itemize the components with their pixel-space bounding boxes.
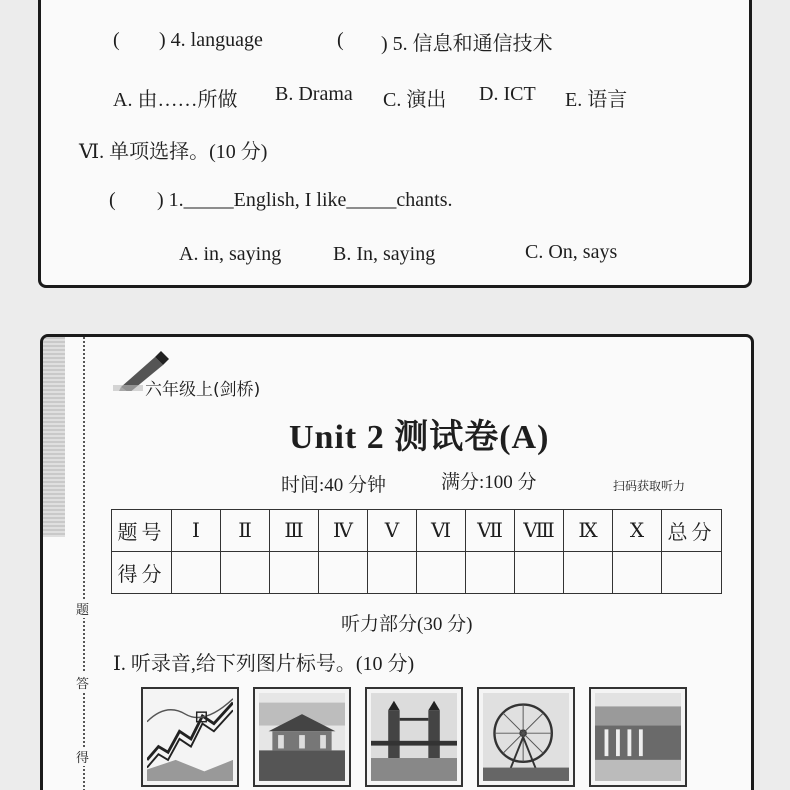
- option-a: A. 由……所做: [113, 89, 238, 111]
- table-header-number: 题号: [112, 510, 172, 552]
- table-col-4: Ⅳ: [319, 510, 368, 552]
- score-cell: [662, 552, 722, 594]
- q4-text: ) 4. language: [159, 29, 263, 51]
- score-cell: [466, 552, 515, 594]
- option-e: E. 语言: [565, 89, 628, 111]
- q4-paren: (: [113, 29, 120, 51]
- table-col-6: Ⅵ: [417, 510, 466, 552]
- q5-text: ) 5. 信息和通信技术: [381, 33, 553, 55]
- score-cell: [515, 552, 564, 594]
- score-cell: [564, 552, 613, 594]
- tower-bridge-image: [365, 687, 463, 787]
- binding-char-1: 题: [76, 599, 89, 618]
- section-1-title: Ⅰ. 听录音,给下列图片标号。(10 分): [113, 653, 415, 675]
- score-cell: [270, 552, 319, 594]
- table-col-1: Ⅰ: [172, 510, 221, 552]
- binding-char-2: 答: [76, 673, 89, 692]
- score-cell: [221, 552, 270, 594]
- q1-option-c: C. On, says: [525, 241, 618, 263]
- table-row: [112, 552, 722, 594]
- q1-text: ) 1._____English, I like_____chants.: [157, 189, 453, 211]
- table-col-3: Ⅲ: [270, 510, 319, 552]
- q5-paren: (: [337, 29, 344, 51]
- table-col-8: Ⅷ: [515, 510, 564, 552]
- top-exam-card: [38, 0, 752, 288]
- q1-option-b: B. In, saying: [333, 243, 436, 265]
- q1-paren: (: [109, 189, 116, 211]
- time-label: 时间:40 分钟: [281, 475, 387, 496]
- ferris-wheel-image: [477, 687, 575, 787]
- full-score-label: 满分:100 分: [441, 472, 537, 493]
- table-col-total: 总分: [662, 510, 722, 552]
- table-col-10: Ⅹ: [613, 510, 662, 552]
- grade-label: 六年级上(剑桥): [145, 380, 261, 400]
- score-cell: [417, 552, 466, 594]
- great-wall-image: [141, 687, 239, 787]
- score-cell: [368, 552, 417, 594]
- binding-char-3: 得: [76, 747, 89, 766]
- option-b: B. Drama: [275, 83, 353, 105]
- table-col-9: Ⅸ: [564, 510, 613, 552]
- bottom-exam-card: [40, 334, 754, 790]
- option-c: C. 演出: [383, 89, 447, 111]
- table-col-2: Ⅱ: [221, 510, 270, 552]
- listening-section-label: 听力部分(30 分): [341, 614, 473, 635]
- monument-image: [589, 687, 687, 787]
- binding-strip: [43, 337, 65, 537]
- qr-label: 扫码获取听力: [613, 479, 686, 493]
- option-d: D. ICT: [479, 83, 536, 105]
- score-cell: [613, 552, 662, 594]
- q1-option-a: A. in, saying: [179, 243, 282, 265]
- table-row: [112, 510, 722, 552]
- section-6-title: Ⅵ. 单项选择。(10 分): [79, 141, 268, 163]
- score-cell: [319, 552, 368, 594]
- table-header-score: 得分: [112, 552, 172, 594]
- score-cell: [172, 552, 221, 594]
- table-col-7: Ⅶ: [466, 510, 515, 552]
- test-title: Unit 2 测试卷(A): [289, 419, 550, 456]
- palace-image: [253, 687, 351, 787]
- score-table: [111, 509, 722, 594]
- binding-dotted-line: [83, 337, 85, 790]
- table-col-5: Ⅴ: [368, 510, 417, 552]
